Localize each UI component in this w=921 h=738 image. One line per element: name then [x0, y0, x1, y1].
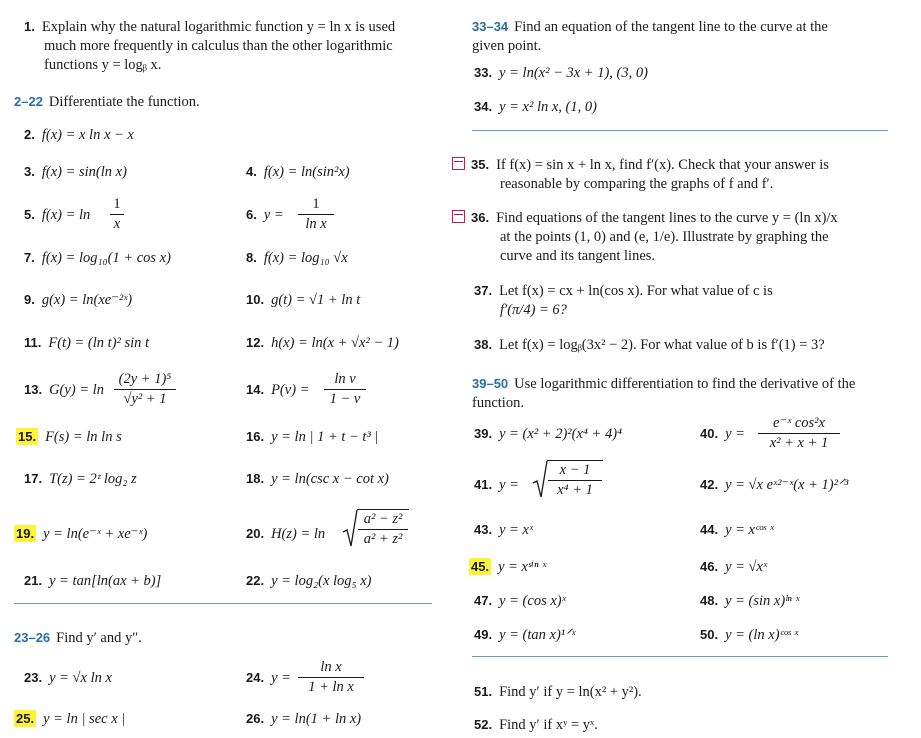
section-range: 2–22 — [14, 94, 43, 109]
problem-number: 3. — [24, 164, 35, 179]
numerator-text: ln v — [334, 371, 356, 387]
fraction-numerator — [358, 510, 408, 528]
problem-52 — [474, 716, 598, 734]
problem-12 — [246, 334, 399, 352]
problem-expr: F(s) = ln ln s — [45, 429, 122, 445]
problem-number: 35. — [471, 157, 490, 172]
problem-17 — [24, 470, 137, 488]
numerator-text: a² − z² — [363, 511, 403, 527]
problem-number: 46. — [700, 559, 719, 574]
problem-24 — [246, 669, 291, 687]
problem-45 — [471, 558, 546, 576]
problem-expr: T(z) = 2ᶻ log₂ z — [49, 471, 137, 487]
problem-number: 26. — [246, 711, 265, 726]
problem-number: 51. — [474, 684, 493, 699]
section-instruction-line2: given point. — [472, 38, 542, 54]
problem-number: 2. — [24, 127, 35, 142]
problem-expr: y = ln(csc x − cot x) — [271, 471, 389, 487]
problem-expr: y = x² ln x, (1, 0) — [499, 99, 597, 115]
fraction-numerator — [114, 370, 176, 388]
problem-50 — [700, 626, 798, 644]
problem-text: Find equations of the tangent lines to the curve y = (ln x)/x — [496, 210, 838, 226]
problem-number: 14. — [246, 382, 265, 397]
problem-37 — [474, 282, 773, 300]
problem-36-line2: at the points (1, 0) and (e, 1/e). Illustrate by graphing the — [500, 229, 829, 245]
denominator-text: 1 − v — [329, 391, 361, 407]
fraction-denominator — [298, 215, 334, 233]
problem-expr: f(x) = sin(ln x) — [41, 164, 127, 180]
section-instruction: Use logarithmic differentiation to find the derivative of the — [514, 376, 856, 392]
problem-16 — [246, 428, 378, 446]
problem-3 — [24, 163, 127, 181]
problem-44 — [700, 521, 774, 539]
problem-expr: y = (tan x)¹ᐟˣ — [499, 627, 576, 643]
problem-number-highlighted: 25. — [16, 711, 35, 726]
problem-number: 13. — [24, 382, 43, 397]
problem-expr: y = ln(x² − 3x + 1), (3, 0) — [499, 65, 648, 81]
problem-expr: f(x) = x ln x − x — [41, 127, 134, 143]
fraction-denominator — [111, 215, 123, 233]
section-instruction-line2: function. — [472, 395, 524, 411]
problem-expr: y = (cos x)ˣ — [499, 593, 566, 609]
numerator-text: (2y + 1)⁵ — [118, 371, 172, 387]
graphing-calculator-icon — [452, 157, 465, 170]
denominator-text: x — [113, 216, 121, 232]
numerator-text: x − 1 — [559, 462, 591, 478]
problem-expr: y = log₂(x log₅ x) — [271, 573, 372, 589]
problem-25 — [16, 710, 125, 728]
problem-42 — [700, 476, 848, 494]
problem-expr: y = xᶜᵒˢ ˣ — [725, 522, 774, 538]
problem-expr: f(x) = log₁₀ √x — [263, 250, 348, 266]
section-heading-2-22 — [14, 93, 200, 111]
problem-number-highlighted: 15. — [18, 429, 37, 444]
problem-49 — [474, 626, 575, 644]
section-heading-39-50 — [472, 375, 855, 393]
problem-14 — [246, 381, 309, 399]
problem-lhs: f(x) = ln — [41, 207, 91, 223]
problem-expr: F(t) = (ln t)² sin t — [48, 335, 150, 351]
problem-number: 22. — [246, 573, 265, 588]
problem-number: 39. — [474, 426, 493, 441]
problem-number: 38. — [474, 337, 493, 352]
problem-text: Find y′ if xʸ = yˣ. — [499, 717, 598, 733]
problem-18 — [246, 470, 389, 488]
problem-51 — [474, 683, 642, 701]
problem-number: 37. — [474, 283, 493, 298]
problem-22 — [246, 572, 371, 590]
problem-number: 20. — [246, 526, 265, 541]
problem-expr: y = xˣ — [499, 522, 534, 538]
problem-number: 43. — [474, 522, 493, 537]
problem-expr: y = (ln x)ᶜᵒˢ ˣ — [725, 627, 799, 643]
problem-lhs: G(y) = ln — [49, 382, 104, 398]
fraction-denominator — [548, 481, 602, 499]
problem-number-highlighted: 45. — [471, 559, 490, 574]
problem-expr: g(x) = ln(xe⁻²ˣ) — [41, 292, 133, 308]
fraction-numerator — [758, 414, 840, 432]
denominator-text: x² + x + 1 — [769, 435, 829, 451]
problem-expr: y = tan[ln(ax + b)] — [49, 573, 162, 589]
problem-36-line3: curve and its tangent lines. — [500, 248, 656, 264]
problem-number: 5. — [24, 207, 35, 222]
denominator-text: 1 + ln x — [308, 679, 354, 695]
denominator-text: ln x — [305, 216, 327, 232]
problem-37-line2 — [500, 301, 567, 319]
problem-number: 44. — [700, 522, 719, 537]
fraction-denominator — [324, 390, 366, 408]
problem-39 — [474, 425, 622, 443]
section-divider — [472, 656, 888, 657]
problem-lhs: P(v) = — [271, 382, 310, 398]
problem-number: 24. — [246, 670, 265, 685]
fraction-numerator — [324, 370, 366, 388]
problem-lhs: y = — [725, 426, 745, 442]
problem-number: 6. — [246, 207, 257, 222]
problem-number: 10. — [246, 292, 265, 307]
problem-expr: y = (sin x)ˡⁿ ˣ — [725, 593, 800, 609]
problem-13 — [24, 381, 104, 399]
problem-15 — [18, 428, 122, 446]
fraction-numerator: 1 — [312, 196, 320, 212]
problem-expr: y = √x eˣ²⁻ˣ(x + 1)²ᐟ³ — [725, 477, 849, 493]
problem-number: 52. — [474, 717, 493, 732]
section-range: 23–26 — [14, 630, 51, 645]
problem-text: Let f(x) = logᵦ(3x² − 2). For what value of b is f′(1) = 3? — [499, 337, 825, 353]
problem-lhs: y = — [271, 670, 291, 686]
section-heading-33-34 — [472, 18, 828, 36]
problem-lhs: y = — [263, 207, 284, 223]
problem-expr: g(t) = √1 + ln t — [271, 292, 361, 308]
problem-1-line3: functions y = logᵦ x. — [44, 57, 162, 73]
denominator-text: a² + z² — [363, 531, 403, 547]
problem-35 — [452, 156, 829, 174]
denominator-text: x⁴ + 1 — [557, 482, 593, 498]
problem-lhs: H(z) = ln — [271, 526, 326, 542]
problem-number: 12. — [246, 335, 265, 350]
problem-6 — [246, 206, 284, 224]
problem-35-line2: reasonable by comparing the graphs of f and f′. — [500, 176, 774, 192]
problem-36 — [452, 209, 838, 227]
fraction-numerator — [548, 461, 602, 479]
problem-number: 36. — [471, 210, 490, 225]
problem-48 — [700, 592, 799, 610]
problem-33 — [474, 64, 648, 82]
problem-text: Explain why the natural logarithmic function y = ln x is used — [41, 19, 396, 35]
problem-number: 49. — [474, 627, 493, 642]
problem-38 — [474, 336, 825, 354]
problem-number: 48. — [700, 593, 719, 608]
problem-26 — [246, 710, 361, 728]
section-range: 33–34 — [472, 19, 509, 34]
problem-1 — [24, 18, 395, 36]
problem-number: 16. — [246, 429, 265, 444]
section-divider — [14, 603, 432, 604]
problem-number: 41. — [474, 477, 493, 492]
fraction-denominator — [114, 390, 176, 408]
problem-5 — [24, 206, 90, 224]
denominator-text: √y² + 1 — [123, 391, 167, 407]
problem-expr: y = ln | sec x | — [43, 711, 126, 727]
problem-expr: y = ln(1 + ln x) — [271, 711, 362, 727]
problem-4 — [246, 163, 350, 181]
fraction-denominator — [298, 678, 364, 696]
problem-19 — [16, 525, 147, 543]
section-heading-23-26 — [14, 629, 142, 647]
problem-8 — [246, 249, 348, 267]
problem-number: 34. — [474, 99, 493, 114]
numerator-text: ln x — [320, 659, 342, 675]
problem-expr: y = √x ln x — [49, 670, 112, 686]
problem-2 — [24, 126, 134, 144]
fraction-denominator — [358, 530, 408, 548]
problem-expr: y = xˢⁱⁿ ˣ — [498, 559, 547, 575]
problem-46 — [700, 558, 767, 576]
problem-43 — [474, 521, 533, 539]
problem-number: 50. — [700, 627, 719, 642]
problem-text: Let f(x) = cx + ln(cos x). For what value of c is — [499, 283, 773, 299]
problem-23 — [24, 669, 112, 687]
problem-expr: f(x) = log₁₀(1 + cos x) — [41, 250, 171, 266]
problem-expr: f(x) = ln(sin²x) — [263, 164, 350, 180]
section-instruction: Find an equation of the tangent line to the curve at the — [514, 19, 828, 35]
problem-47 — [474, 592, 566, 610]
problem-1-line2: much more frequently in calculus than the other logarithmic — [44, 38, 393, 54]
problem-number: 23. — [24, 670, 43, 685]
problem-number: 8. — [246, 250, 257, 265]
problem-number: 47. — [474, 593, 493, 608]
problem-expr: h(x) = ln(x + √x² − 1) — [271, 335, 399, 351]
problem-34 — [474, 98, 597, 116]
problem-number: 7. — [24, 250, 35, 265]
graphing-calculator-icon — [452, 210, 465, 223]
numerator-text: e⁻ˣ cos²x — [773, 415, 825, 431]
problem-11 — [24, 334, 149, 352]
section-instruction: Differentiate the function. — [48, 94, 200, 110]
section-instruction: Find y′ and y″. — [56, 630, 142, 646]
problem-number: 4. — [246, 164, 257, 179]
problem-expr: y = √xˣ — [725, 559, 768, 575]
problem-expr: y = ln(e⁻ˣ + xe⁻ˣ) — [43, 526, 148, 542]
problem-number: 40. — [700, 426, 719, 441]
section-range: 39–50 — [472, 376, 509, 391]
fraction-numerator — [298, 658, 364, 676]
problem-number: 1. — [24, 19, 35, 34]
fraction-denominator — [758, 434, 840, 452]
square-root-sign — [342, 508, 358, 548]
problem-40 — [700, 425, 745, 443]
problem-10 — [246, 291, 360, 309]
problem-21 — [24, 572, 161, 590]
problem-number: 9. — [24, 292, 35, 307]
problem-7 — [24, 249, 171, 267]
problem-text: Find y′ if y = ln(x² + y²). — [499, 684, 642, 700]
problem-number: 21. — [24, 573, 43, 588]
problem-text-line2: f′(π/4) = 6? — [500, 302, 567, 318]
section-divider — [472, 130, 888, 131]
square-root-sign — [532, 459, 548, 499]
problem-expr: y = ln | 1 + t − t³ | — [271, 429, 379, 445]
problem-number: 18. — [246, 471, 265, 486]
problem-41 — [474, 476, 519, 494]
problem-text: If f(x) = sin x + ln x, find f′(x). Check that your answer is — [496, 157, 829, 173]
problem-20 — [246, 525, 325, 543]
fraction-numerator: 1 — [113, 196, 121, 212]
problem-9 — [24, 291, 132, 309]
problem-number: 17. — [24, 471, 43, 486]
problem-lhs: y = — [499, 477, 519, 493]
problem-number-highlighted: 19. — [16, 526, 35, 541]
problem-expr: y = (x² + 2)²(x⁴ + 4)⁴ — [499, 426, 623, 442]
problem-number: 11. — [24, 335, 42, 350]
problem-number: 33. — [474, 65, 493, 80]
problem-number: 42. — [700, 477, 719, 492]
